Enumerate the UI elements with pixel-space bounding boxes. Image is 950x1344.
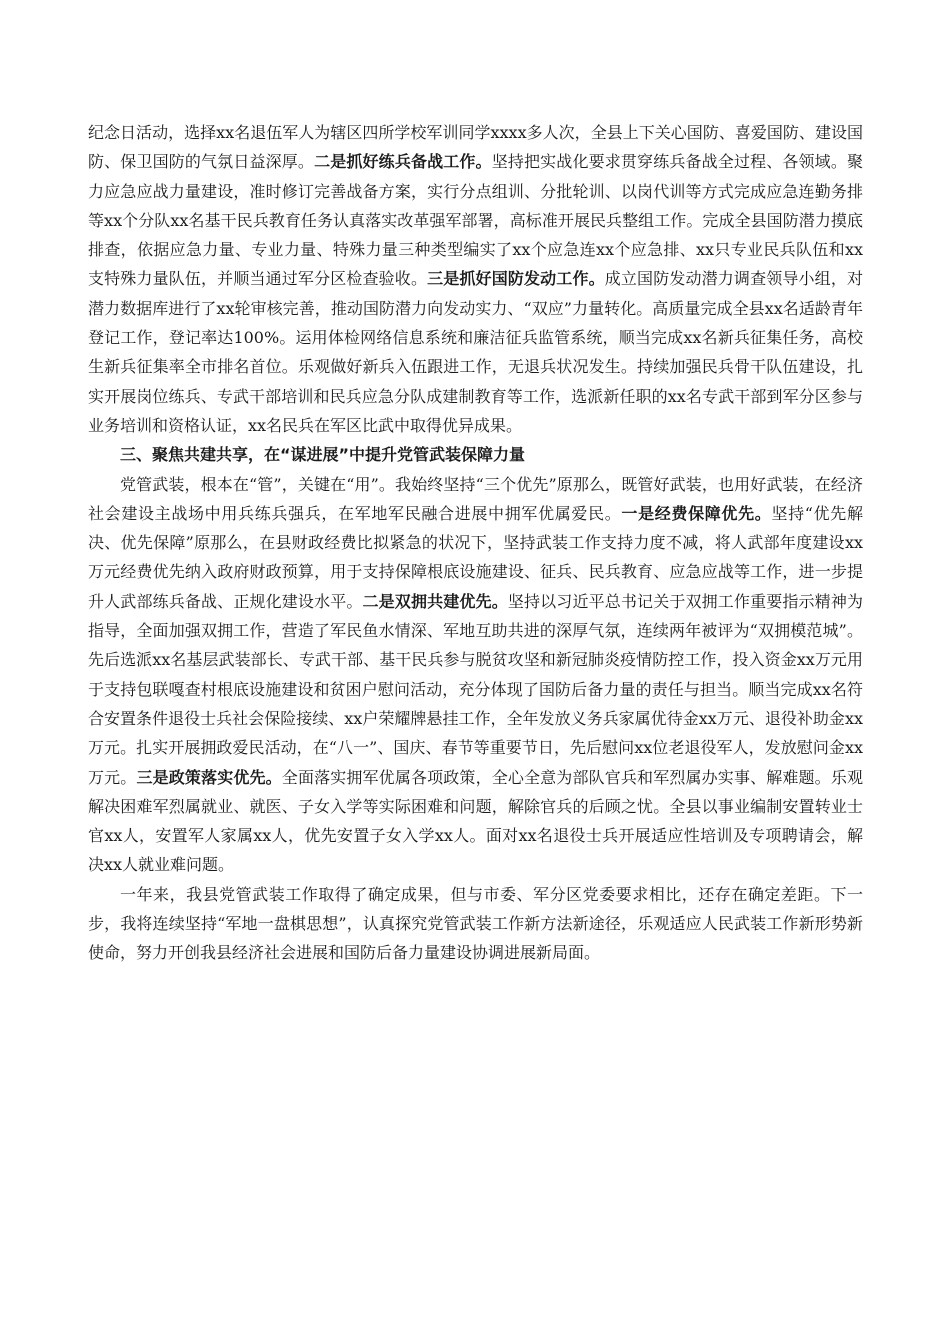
- bold-lead-mobilization: 三是抓好国防发动工作。: [427, 269, 605, 289]
- paragraph-national-defense: [88, 118, 863, 440]
- paragraph-text: 纪念日活动，选择xx名退伍军人为辖区四所学校军训同学xxxx多人次，全县上下关心国防、喜爱国防、建设国防、保卫国防的气氛日益深厚。: [88, 123, 863, 172]
- paragraph-text: 坚持“优先解决、优先保障”原那么，在县财政经费比拟紧急的状况下，坚持武装工作支持力度不减，将人武部年度建设xx万元经费优先纳入政府财政预算，用于支持保障根底设施建设、征兵、民兵教育、应急应战等工作，进一步提升人武部练兵备战、正规化建设水平。: [88, 503, 863, 611]
- paragraph-text: 全面落实拥军优属各项政策，全心全意为部队官兵和军烈属办实事、解难题。乐观解决困难军烈属就业、就医、子女入学等实际困难和问题，解除官兵的后顾之忧。全县以事业编制安置转业士官xx人，安置军人家属xx人，优先安置子女入学xx人。面对xx名退役士兵开展适应性培训及专项聘请会，解决xx人就业难问题。: [88, 767, 863, 875]
- paragraph-text: 坚持以习近平总书记关于双拥工作重要指示精神为指导，全面加强双拥工作，营造了军民鱼水情深、军地互助共进的深厚气氛，连续两年被评为“双拥模范城”。先后选派xx名基层武装部长、专武干部、基干民兵参与脱贫攻坚和新冠肺炎疫情防控工作，投入资金xx万元用于支持包联嘎查村根底设施建设和贫困户慰问活动，充分体现了国防后备力量的责任与担当。顺当完成xx名符合安置条件退役士兵社会保险接续、xx户荣耀牌悬挂工作，全年发放义务兵家属优待金xx万元、退役补助金xx万元。扎实开展拥政爱民活动，在“八一”、国庆、春节等重要节日，先后慰问xx位老退役军人，发放慰问金xx万元。: [88, 591, 863, 787]
- paragraph-conclusion: 一年来，我县党管武装工作取得了确定成果，但与市委、军分区党委要求相比，还存在确定差距。下一步，我将连续坚持“军地一盘棋思想”，认真探究党管武装工作新方法新途径，乐观适应人民武装工作新形势新使命，努力开创我县经济社会进展和国防后备力量建设协调进展新局面。: [88, 884, 863, 963]
- bold-lead-policy: 三是政策落实优先。: [136, 767, 282, 787]
- bold-lead-funding: 一是经费保障优先。: [621, 503, 772, 523]
- bold-lead-training: 二是抓好练兵备战工作。: [314, 152, 492, 172]
- paragraph-party-management: [88, 470, 863, 880]
- document-body: [88, 118, 863, 968]
- paragraph-text: 党管武装，根本在“管”，关键在“用”。我始终坚持“三个优先”原那么，既管好武装，也用好武装，在经济社会建设主战场中用兵练兵强兵，在军地军民融合进展中拥军优属爱民。: [88, 474, 863, 523]
- paragraph-text: 成立国防发动潜力调查领导小组，对潜力数据库进行了xx轮审核完善，推动国防潜力向发动实力、“双应”力量转化。高质量完成全县xx名适龄青年登记工作，登记率达100%。运用体检网络信息系统和廉洁征兵监管系统，顺当完成xx名新兵征集任务，高校生新兵征集率全市排名首位。乐观做好新兵入伍跟进工作，无退兵状况发生。持续加强民兵骨干队伍建设，扎实开展岗位练兵、专武干部培训和民兵应急分队成建制教育等工作，选派新任职的xx名专武干部到军分区参与业务培训和资格认证，xx名民兵在军区比武中取得优异成果。: [88, 269, 863, 435]
- paragraph-text: 坚持把实战化要求贯穿练兵备战全过程、各领域。聚力应急应战力量建设，准时修订完善战备方案，实行分点组训、分批轮训、以岗代训等方式完成应急连勤务排等xx个分队xx名基干民兵教育任务认真落实改革强军部署，高标准开展民兵整组工作。完成全县国防潜力摸底排查，依据应急力量、专业力量、特殊力量三种类型编实了xx个应急连xx个应急排、xx只专业民兵队伍和xx支特殊力量队伍，并顺当通过军分区检查验收。: [88, 152, 863, 289]
- bold-lead-double-support: 二是双拥共建优先。: [362, 591, 508, 611]
- section-heading-3: 三、聚焦共建共享，在“谋进展”中提升党管武装保障力量: [120, 445, 526, 465]
